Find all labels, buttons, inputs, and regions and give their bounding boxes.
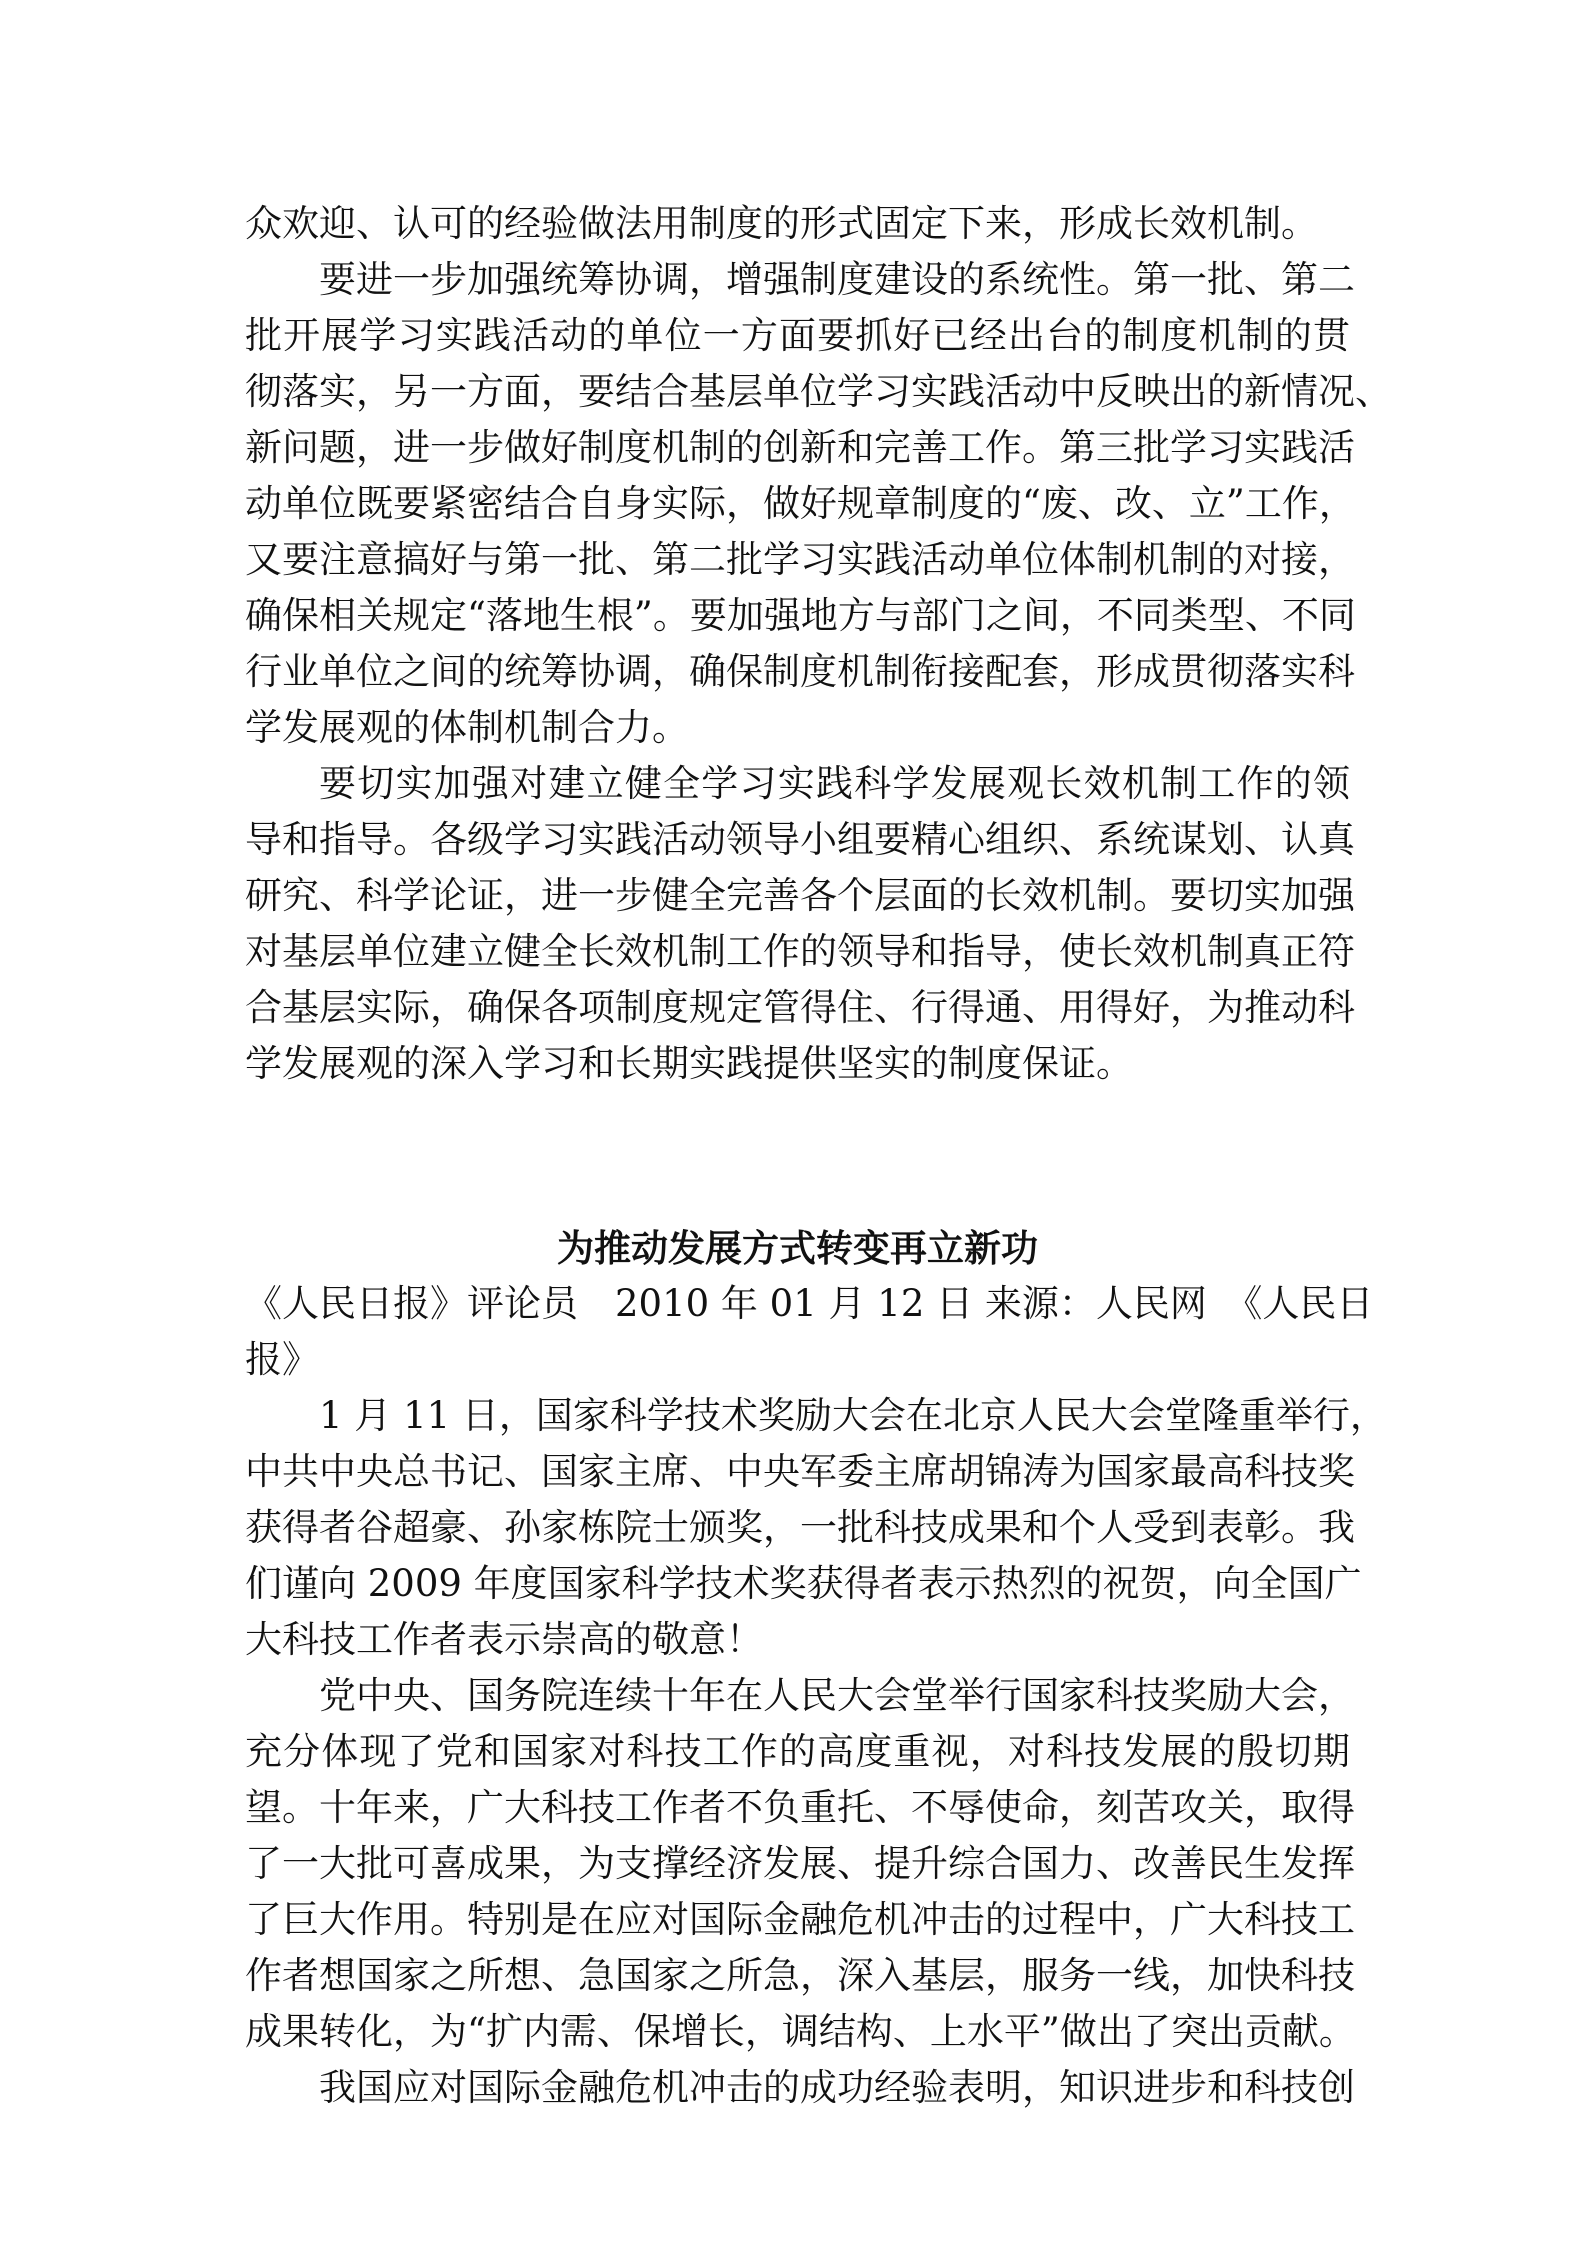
text-line: 充分体现了党和国家对科技工作的高度重视，对科技发展的殷切期 <box>245 1730 1350 1773</box>
text-line: 行业单位之间的统筹协调，确保制度机制衔接配套，形成贯彻落实科 <box>245 650 1355 693</box>
paragraph <box>245 1388 1387 1668</box>
text-line: 众欢迎、认可的经验做法用制度的形式固定下来，形成长效机制。 <box>245 202 1318 245</box>
text-line: 合基层实际，确保各项制度规定管得住、行得通、用得好，为推动科 <box>245 986 1355 1029</box>
document-page <box>245 196 1392 2116</box>
text-line: 中共中央总书记、国家主席、中央军委主席胡锦涛为国家最高科技奖 <box>245 1450 1355 1493</box>
text-line: 学发展观的深入学习和长期实践提供坚实的制度保证。 <box>245 1042 1133 1085</box>
text-line: 导和指导。各级学习实践活动领导小组要精心组织、系统谋划、认真 <box>245 818 1355 861</box>
text-line: 1 月 11 日，国家科学技术奖励大会在北京人民大会堂隆重举行， <box>319 1394 1387 1437</box>
text-line: 要切实加强对建立健全学习实践科学发展观长效机制工作的领 <box>319 762 1350 805</box>
text-line: 研究、科学论证，进一步健全完善各个层面的长效机制。要切实加强 <box>245 874 1355 917</box>
text-line: 要进一步加强统筹协调，增强制度建设的系统性。第一批、第二 <box>319 258 1355 301</box>
text-line: 获得者谷超豪、孙家栋院士颁奖，一批科技成果和个人受到表彰。我 <box>245 1506 1355 1549</box>
text-line: 学发展观的体制机制合力。 <box>245 706 689 749</box>
paragraph <box>245 196 1350 252</box>
text-line: 动单位既要紧密结合自身实际，做好规章制度的“废、改、立”工作， <box>245 482 1356 525</box>
text-line: 大科技工作者表示崇高的敬意！ <box>245 1618 763 1661</box>
paragraph <box>245 1668 1356 2060</box>
text-line: 成果转化，为“扩内需、保增长，调结构、上水平”做出了突出贡献。 <box>245 2010 1356 2053</box>
byline-line: 《人民日报》评论员 2010 年 01 月 12 日 来源：人民网 《人民日 <box>245 1282 1374 1325</box>
paragraph <box>245 2060 1355 2116</box>
text-line: 我国应对国际金融危机冲击的成功经验表明，知识进步和科技创 <box>319 2066 1355 2109</box>
text-line: 作者想国家之所想、急国家之所急，深入基层，服务一线，加快科技 <box>245 1954 1355 1997</box>
text-line: 又要注意搞好与第一批、第二批学习实践活动单位体制机制的对接， <box>245 538 1355 581</box>
text-line: 望。十年来，广大科技工作者不负重托、不辱使命，刻苦攻关，取得 <box>245 1786 1355 1829</box>
section-2 <box>245 1220 1387 2116</box>
text-line: 对基层单位建立健全长效机制工作的领导和指导，使长效机制真正符 <box>245 930 1355 973</box>
text-line: 了一大批可喜成果，为支撑经济发展、提升综合国力、改善民生发挥 <box>245 1842 1355 1885</box>
byline-line: 报》 <box>245 1338 319 1381</box>
paragraph <box>245 252 1392 756</box>
text-line: 党中央、国务院连续十年在人民大会堂举行国家科技奖励大会， <box>319 1674 1355 1717</box>
article-byline <box>245 1276 1374 1388</box>
text-line: 彻落实，另一方面，要结合基层单位学习实践活动中反映出的新情况、 <box>245 370 1392 413</box>
text-line: 确保相关规定“落地生根”。要加强地方与部门之间，不同类型、不同 <box>245 594 1356 637</box>
text-line: 了巨大作用。特别是在应对国际金融危机冲击的过程中，广大科技工 <box>245 1898 1355 1941</box>
text-line: 批开展学习实践活动的单位一方面要抓好已经出台的制度机制的贯 <box>245 314 1350 357</box>
text-line: 新问题，进一步做好制度机制的创新和完善工作。第三批学习实践活 <box>245 426 1355 469</box>
paragraph <box>245 756 1355 1092</box>
section-spacer <box>245 1092 1350 1220</box>
article-title: 为推动发展方式转变再立新功 <box>557 1226 1038 1270</box>
text-line: 们谨向 2009 年度国家科学技术奖获得者表示热烈的祝贺，向全国广 <box>245 1562 1362 1605</box>
section-1 <box>245 196 1392 1092</box>
